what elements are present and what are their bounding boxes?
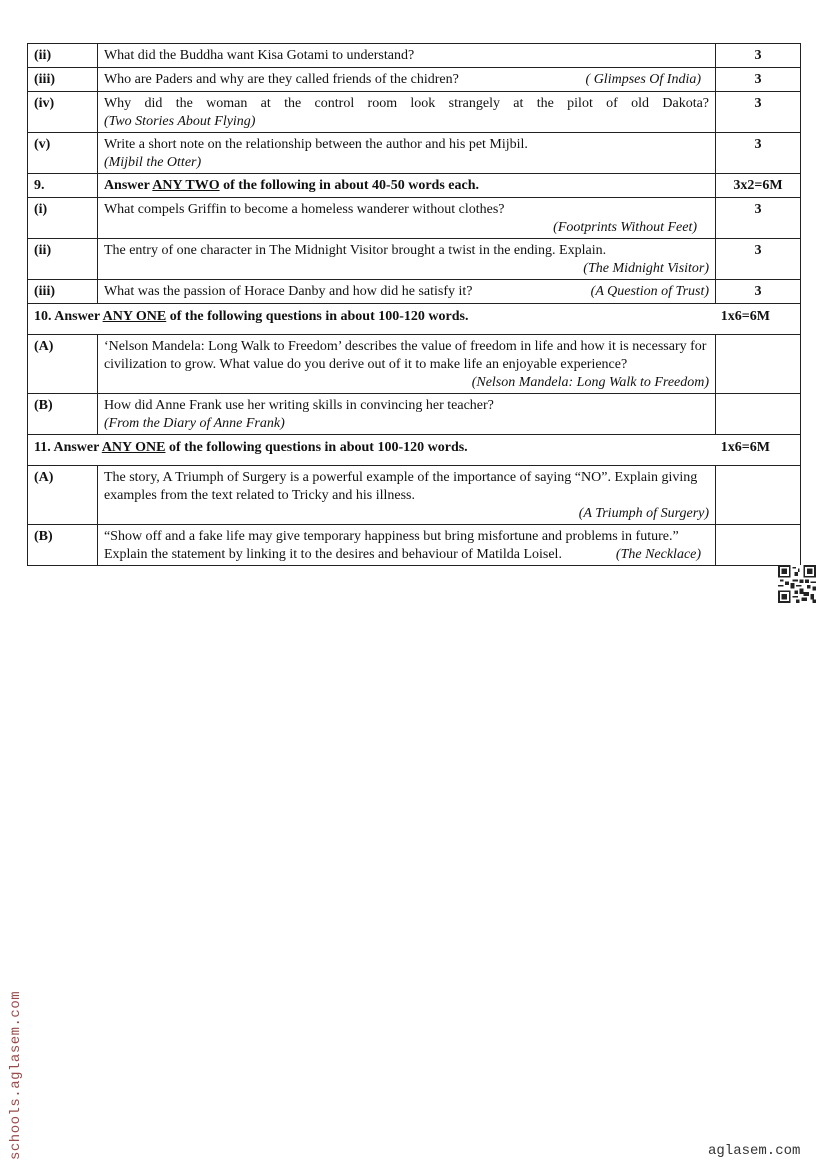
- question-number: (v): [28, 133, 98, 174]
- section-instruction: 1x6=6M 10. Answer ANY ONE of the following questions in about 100-120 words.: [28, 304, 801, 335]
- section-marks: 1x6=6M: [720, 440, 770, 455]
- question-text: The story, A Triumph of Surgery is a powerful example of the importance of saying “NO”. Explain giving examples from the text related to Tricky and his illness. (A Triumph of Surgery): [97, 466, 715, 525]
- question-source: (Two Stories About Flying): [103, 114, 256, 129]
- question-row: [28, 525, 801, 566]
- question-text: ( Glimpses Of India) Who are Paders and why are they called friends of the chidren?: [97, 68, 715, 92]
- section-marks: 3x2=6M: [716, 174, 801, 198]
- question-number: (iii): [28, 280, 98, 304]
- question-marks: 3: [716, 68, 801, 92]
- question-text: ‘Nelson Mandela: Long Walk to Freedom’ describes the value of freedom in life and how it is necessary for civilization to grow. What value do you derive out of it to make life an enjoyable experience? (Nelson Mandela: Long Walk to Freedom): [97, 335, 715, 394]
- question-marks: [716, 335, 801, 394]
- qr-code-icon: [778, 565, 816, 603]
- question-source: ( Glimpses Of India): [585, 72, 702, 87]
- question-row: [28, 394, 801, 435]
- question-row: [28, 335, 801, 394]
- question-marks: [716, 466, 801, 525]
- section-instruction: 1x6=6M 11. Answer ANY ONE of the following questions in about 100-120 words.: [28, 435, 801, 466]
- question-source: (A Question of Trust): [590, 284, 710, 299]
- question-marks: 3: [716, 133, 801, 174]
- question-marks: 3: [716, 92, 801, 133]
- question-text: “Show off and a fake life may give temporary happiness but bring misfortune and problems in future.” Explain the statement by linking it to the desires and behaviour of Matilda Loisel. (The Necklace): [97, 525, 715, 566]
- section-header-10: [28, 304, 801, 335]
- question-source: (Mijbil the Otter): [103, 155, 202, 170]
- question-text: How did Anne Frank use her writing skills in convincing her teacher? (From the Diary of Anne Frank): [97, 394, 715, 435]
- question-row: [28, 133, 801, 174]
- question-text: (A Question of Trust) What was the passion of Horace Danby and how did he satisfy it?: [97, 280, 715, 304]
- question-source: (The Midnight Visitor): [583, 261, 710, 276]
- question-row: [28, 280, 801, 304]
- section-header-11: [28, 435, 801, 466]
- question-number: (A): [28, 335, 98, 394]
- question-marks: [716, 394, 801, 435]
- question-text: Write a short note on the relationship between the author and his pet Mijbil. (Mijbil the Otter): [97, 133, 715, 174]
- question-number: (iii): [28, 68, 98, 92]
- question-source: (Nelson Mandela: Long Walk to Freedom): [471, 375, 710, 390]
- question-text: What compels Griffin to become a homeless wanderer without clothes? (Footprints Without Feet): [97, 198, 715, 239]
- question-row: [28, 44, 801, 68]
- question-number: (A): [28, 466, 98, 525]
- question-marks: 3: [716, 280, 801, 304]
- question-number: (i): [28, 198, 98, 239]
- question-row: [28, 239, 801, 280]
- question-table: [27, 43, 801, 566]
- question-number: (ii): [28, 239, 98, 280]
- watermark-vertical: schools.aglasem.com: [8, 990, 24, 1160]
- question-text: The entry of one character in The Midnight Visitor brought a twist in the ending. Explain. (The Midnight Visitor): [97, 239, 715, 280]
- question-source: (From the Diary of Anne Frank): [103, 416, 285, 431]
- question-source: (The Necklace): [615, 547, 702, 562]
- question-source: (A Triumph of Surgery): [578, 506, 710, 521]
- section-instruction: Answer ANY TWO of the following in about 40-50 words each.: [97, 174, 715, 198]
- question-text: What did the Buddha want Kisa Gotami to understand?: [97, 44, 715, 68]
- question-row: [28, 466, 801, 525]
- question-row: [28, 198, 801, 239]
- watermark-footer: aglasem.com: [708, 1143, 801, 1159]
- question-source: (Footprints Without Feet): [553, 220, 698, 235]
- question-marks: 3: [716, 44, 801, 68]
- question-number: (B): [28, 394, 98, 435]
- question-marks: [716, 525, 801, 566]
- question-number: (B): [28, 525, 98, 566]
- question-row: [28, 68, 801, 92]
- question-text: Why did the woman at the control room look strangely at the pilot of old Dakota? (Two Stories About Flying): [97, 92, 715, 133]
- question-marks: 3: [716, 239, 801, 280]
- section-marks: 1x6=6M: [720, 309, 770, 324]
- section-number: 9.: [28, 174, 98, 198]
- question-number: (ii): [28, 44, 98, 68]
- question-row: [28, 92, 801, 133]
- question-marks: 3: [716, 198, 801, 239]
- section-header-9: [28, 174, 801, 198]
- question-number: (iv): [28, 92, 98, 133]
